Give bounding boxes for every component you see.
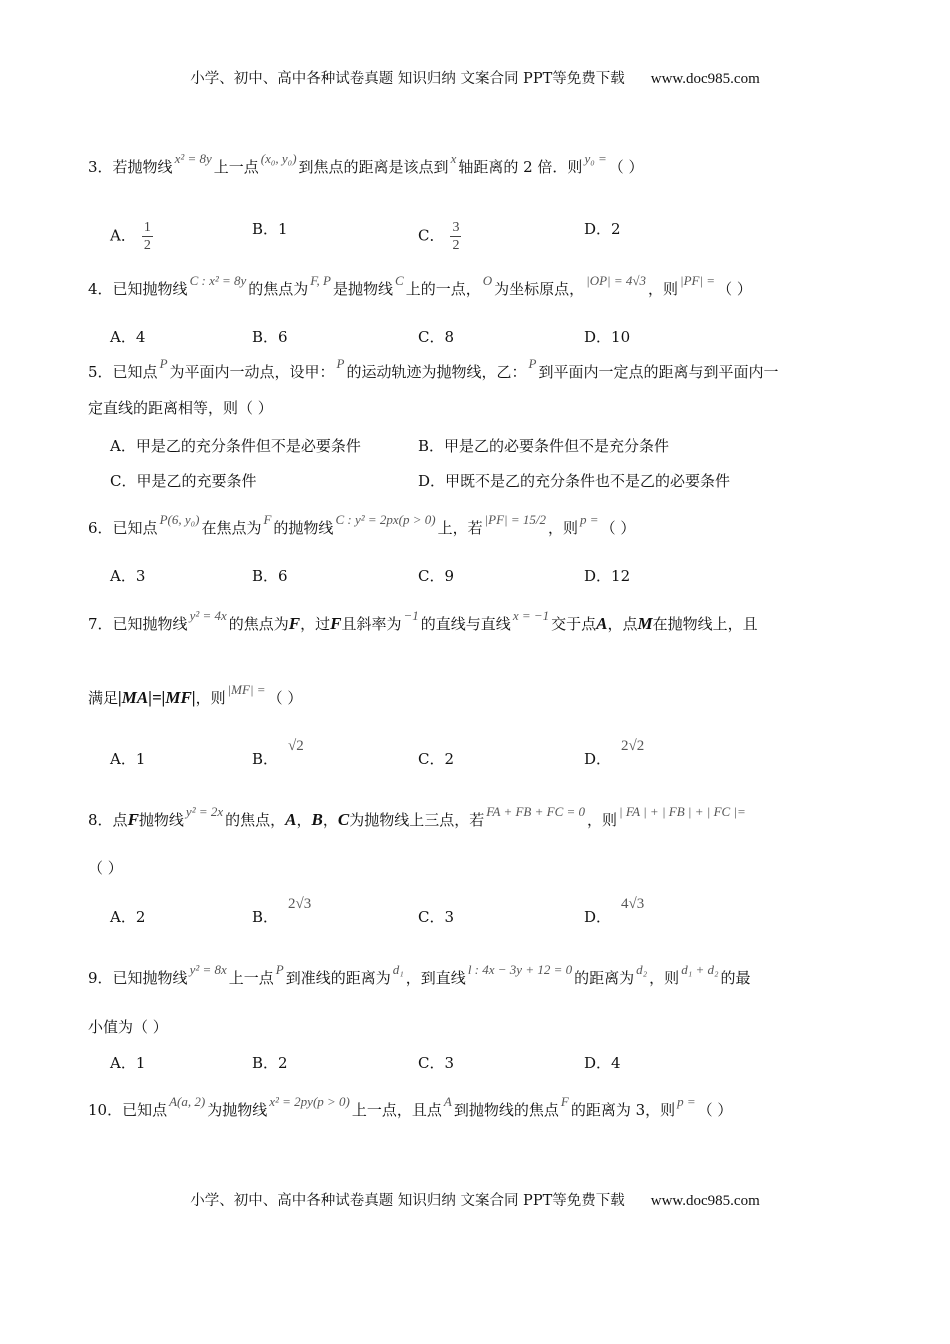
answer-option[interactable] — [418, 471, 730, 491]
math-expression: F, P — [310, 273, 332, 288]
stem-text: 满足 — [88, 689, 119, 707]
stem-text: （ ） — [88, 859, 123, 877]
option-label: D． — [584, 220, 612, 238]
stem-text: 上一点 — [228, 969, 274, 987]
answer-option[interactable] — [584, 566, 630, 586]
option-label: B． — [252, 908, 279, 926]
stem-text: 上一点，且点 — [351, 1101, 442, 1119]
option-label: C． — [418, 328, 445, 346]
math-expression: (x₀, y₀) — [260, 151, 297, 166]
question-number: 10． — [88, 1101, 123, 1119]
option-value: 4√3 — [621, 896, 645, 912]
option-label: D． — [584, 1054, 612, 1072]
answer-option[interactable] — [110, 327, 145, 347]
stem-text: （ ） — [717, 280, 752, 298]
stem-text: 的抛物线 — [273, 519, 334, 537]
stem-text: 的最 — [720, 969, 751, 987]
math-variable: A — [285, 810, 297, 829]
math-expression: FA + FB + FC = 0 — [486, 804, 586, 819]
stem-text: 交于点 — [551, 615, 597, 633]
option-value: 2√3 — [288, 896, 312, 912]
option-label: C． — [418, 750, 445, 768]
option-label: B． — [252, 750, 279, 768]
stem-text: ，则 — [649, 969, 680, 987]
stem-text: 轴距离的 2 倍．则 — [458, 158, 583, 176]
math-expression: |PF| = 15/2 — [484, 512, 547, 527]
option-label: B． — [252, 1054, 279, 1072]
option-value: 2 — [278, 1054, 288, 1072]
option-label: C． — [418, 567, 445, 585]
option-value: 1 — [278, 220, 288, 238]
question-stem-line — [88, 1017, 168, 1037]
option-label: D． — [418, 472, 446, 490]
answer-option[interactable] — [418, 327, 454, 347]
option-label: A． — [110, 1054, 136, 1072]
option-value: 甲既不是乙的充分条件也不是乙的必要条件 — [445, 472, 731, 490]
answer-option[interactable] — [110, 219, 153, 254]
option-value: 10 — [611, 328, 631, 346]
option-label: A． — [110, 226, 136, 245]
stem-text: 的距离为 3，则 — [570, 1101, 676, 1119]
math-variable: F — [330, 614, 342, 633]
math-expression: P — [528, 356, 537, 371]
math-expression: x — [450, 151, 457, 166]
question-stem-line — [88, 858, 123, 878]
math-expression: −1 — [403, 608, 419, 623]
footer-text: 小学、初中、高中各种试卷真题 知识归纳 文案合同 PPT等免费下载 — [190, 1193, 625, 1209]
stem-text: 已知抛物线 — [112, 969, 188, 987]
option-label: D． — [584, 908, 612, 926]
footer-url[interactable]: www.doc985.com — [650, 1193, 760, 1209]
math-expression: x = −1 — [512, 608, 550, 623]
question-stem-line — [88, 356, 779, 383]
math-expression: y² = 4x — [189, 608, 227, 623]
stem-text: 上的一点， — [405, 280, 481, 298]
stem-text: 的距离为 — [574, 969, 635, 987]
math-expression: P — [159, 356, 168, 371]
stem-text: 的运动轨迹为抛物线，乙： — [346, 363, 527, 381]
option-value: 3 — [444, 1054, 455, 1072]
stem-text: 已知点 — [122, 1101, 168, 1119]
math-expression: y² = 2x — [185, 804, 224, 819]
answer-option[interactable] — [252, 738, 306, 770]
math-expression: A — [443, 1094, 452, 1109]
stem-text: ， — [322, 811, 338, 829]
option-value: 4 — [135, 328, 146, 346]
math-expression: F — [263, 512, 272, 527]
stem-text: 且斜率为 — [341, 615, 402, 633]
answer-option[interactable] — [418, 907, 454, 927]
option-label: A． — [110, 750, 136, 768]
option-value: 3 — [444, 908, 455, 926]
math-expression: l : 4x − 3y + 12 = 0 — [467, 962, 573, 977]
option-label: B． — [252, 328, 279, 346]
option-value: 6 — [278, 567, 288, 585]
stem-text: 已知抛物线 — [112, 280, 188, 298]
stem-text: 到抛物线的焦点 — [453, 1101, 559, 1119]
header-text: 小学、初中、高中各种试卷真题 知识归纳 文案合同 PPT等免费下载 — [190, 71, 625, 87]
math-expression: p = — [580, 512, 599, 527]
stem-text: ，则 — [648, 280, 679, 298]
math-expression: |PF| = — [680, 273, 716, 288]
question-number: 3． — [88, 158, 113, 176]
stem-text: （ ） — [608, 158, 644, 176]
stem-text: ，则 — [195, 689, 226, 707]
math-variable: |MA|=|MF| — [118, 688, 196, 707]
answer-option[interactable] — [418, 1053, 454, 1073]
stem-text: 的直线与直线 — [420, 615, 511, 633]
question-stem-line — [88, 682, 303, 709]
option-fraction — [142, 219, 153, 254]
option-label: A． — [110, 567, 136, 585]
answer-option[interactable] — [110, 471, 257, 491]
option-value: 4 — [611, 1054, 621, 1072]
stem-text: 是抛物线 — [333, 280, 394, 298]
stem-text: 在焦点为 — [201, 519, 262, 537]
answer-option[interactable] — [110, 436, 361, 456]
stem-text: 已知点 — [112, 519, 158, 537]
fraction-denominator: 2 — [143, 238, 151, 253]
answer-option[interactable] — [584, 219, 621, 239]
stem-text: 到平面内一定点的距离与到平面内一 — [538, 363, 779, 381]
answer-option[interactable] — [110, 1053, 145, 1073]
answer-option[interactable] — [252, 566, 288, 586]
stem-text: ，过 — [300, 615, 331, 633]
option-value: 3 — [135, 567, 146, 585]
math-variable: F — [127, 810, 139, 829]
answer-option[interactable] — [418, 219, 461, 254]
stem-text: 为抛物线 — [207, 1101, 268, 1119]
question-stem-line — [88, 273, 752, 300]
math-variable: F — [288, 614, 301, 633]
page-footer — [0, 1191, 950, 1211]
answer-option[interactable] — [418, 566, 454, 586]
option-value: 2 — [444, 750, 455, 768]
option-label: A． — [110, 908, 136, 926]
question-stem-line — [88, 608, 758, 635]
option-label: B． — [252, 567, 279, 585]
math-expression: p = — [677, 1094, 696, 1109]
option-label: A． — [110, 328, 136, 346]
math-expression: | FA | + | FB | + | FC |= — [619, 804, 746, 819]
answer-option[interactable] — [418, 749, 454, 769]
stem-text: 定直线的距离相等，则（ ） — [88, 399, 273, 417]
question-number: 5． — [88, 363, 113, 381]
stem-text: ，则 — [587, 811, 618, 829]
option-value: 2 — [611, 220, 621, 238]
answer-option[interactable] — [252, 219, 288, 239]
answer-option[interactable] — [584, 896, 646, 928]
question-number: 7． — [88, 615, 113, 633]
stem-text: 的焦点为 — [248, 280, 309, 298]
question-number: 6． — [88, 519, 113, 537]
option-value: 9 — [444, 567, 455, 585]
math-expression: x² = 8y — [174, 151, 212, 166]
option-value: 甲是乙的必要条件但不是充分条件 — [444, 437, 670, 455]
option-label: D． — [584, 750, 612, 768]
option-value: 2√2 — [621, 738, 645, 754]
answer-option[interactable] — [110, 749, 145, 769]
stem-text: 抛物线 — [138, 811, 184, 829]
fraction-numerator: 3 — [452, 220, 460, 235]
option-value: √2 — [288, 738, 304, 754]
answer-option[interactable] — [418, 436, 669, 456]
math-expression: A(a, 2) — [169, 1094, 206, 1109]
question-stem-line — [88, 1094, 733, 1121]
math-variable: B — [311, 810, 323, 829]
option-label: C． — [418, 226, 445, 245]
question-number: 8． — [88, 811, 113, 829]
option-label: A． — [110, 437, 136, 455]
math-variable: C — [337, 810, 350, 829]
answer-option[interactable] — [110, 566, 145, 586]
option-value: 12 — [611, 567, 631, 585]
stem-text: 到准线的距离为 — [285, 969, 391, 987]
math-expression: C : y² = 2px(p > 0) — [335, 512, 436, 527]
stem-text: 的焦点为 — [228, 615, 289, 633]
option-value: 1 — [135, 750, 146, 768]
stem-text: 已知点 — [112, 363, 158, 381]
fraction-denominator: 2 — [452, 238, 460, 253]
math-expression: d₂ — [636, 962, 648, 977]
stem-text: 上，若 — [437, 519, 483, 537]
option-fraction — [450, 219, 461, 254]
question-stem-line — [88, 962, 751, 989]
math-expression: C — [395, 273, 404, 288]
math-expression: |OP| = 4√3 — [586, 273, 647, 288]
answer-option[interactable] — [252, 896, 313, 928]
stem-text: ，点 — [607, 615, 638, 633]
stem-text: 到焦点的距离是该点到 — [298, 158, 449, 176]
stem-text: ，到直线 — [405, 969, 466, 987]
stem-text: 为平面内一动点，设甲： — [169, 363, 335, 381]
stem-text: 的焦点， — [225, 811, 286, 829]
stem-text: （ ） — [267, 689, 303, 707]
question-stem-line — [88, 512, 636, 539]
question-number: 4． — [88, 280, 113, 298]
math-expression: P — [275, 962, 284, 977]
page-header — [0, 69, 950, 89]
option-value: 甲是乙的充分条件但不是必要条件 — [135, 437, 361, 455]
option-value: 2 — [135, 908, 146, 926]
option-label: D． — [584, 328, 612, 346]
math-expression: C : x² = 8y — [189, 273, 247, 288]
option-label: C． — [110, 472, 137, 490]
math-expression: y² = 8x — [189, 962, 227, 977]
stem-text: ，则 — [548, 519, 579, 537]
option-label: D． — [584, 567, 612, 585]
option-label: C． — [418, 1054, 445, 1072]
math-expression: d₁ — [392, 962, 404, 977]
stem-text: 上一点 — [213, 158, 259, 176]
stem-text: 小值为（ ） — [88, 1018, 168, 1036]
option-value: 8 — [444, 328, 455, 346]
math-expression: O — [482, 273, 493, 288]
option-value: 1 — [135, 1054, 146, 1072]
stem-text: 为坐标原点， — [494, 280, 585, 298]
answer-option[interactable] — [584, 327, 630, 347]
stem-text: 为抛物线上三点，若 — [349, 811, 485, 829]
math-expression: |MF| = — [227, 682, 266, 697]
option-label: C． — [418, 908, 445, 926]
math-expression: x² = 2py(p > 0) — [269, 1094, 350, 1109]
stem-text: 在抛物线上，且 — [652, 615, 758, 633]
question-stem-line — [88, 398, 273, 418]
answer-option[interactable] — [252, 327, 288, 347]
answer-option[interactable] — [110, 907, 145, 927]
math-variable: A — [596, 614, 608, 633]
question-stem-line — [88, 151, 644, 178]
answer-option[interactable] — [584, 738, 646, 770]
stem-text: （ ） — [697, 1101, 733, 1119]
math-expression: F — [560, 1094, 569, 1109]
fraction-numerator: 1 — [143, 220, 151, 235]
question-number: 9． — [88, 969, 113, 987]
header-url[interactable]: www.doc985.com — [650, 71, 760, 87]
stem-text: ， — [296, 811, 312, 829]
stem-text: （ ） — [600, 519, 636, 537]
stem-text: 已知抛物线 — [112, 615, 188, 633]
math-expression: P — [336, 356, 345, 371]
math-variable: M — [637, 614, 653, 633]
answer-option[interactable] — [252, 1053, 288, 1073]
answer-option[interactable] — [584, 1053, 621, 1073]
math-expression: d₁ + d₂ — [681, 962, 719, 977]
option-value: 6 — [278, 328, 288, 346]
option-value: 甲是乙的充要条件 — [136, 472, 257, 490]
question-stem-line — [88, 804, 748, 831]
math-expression: y₀ = — [584, 151, 607, 166]
option-label: B． — [252, 220, 279, 238]
stem-text: 若抛物线 — [112, 158, 173, 176]
math-expression: P(6, y₀) — [159, 512, 200, 527]
option-label: B． — [418, 437, 445, 455]
stem-text: 点 — [112, 811, 128, 829]
